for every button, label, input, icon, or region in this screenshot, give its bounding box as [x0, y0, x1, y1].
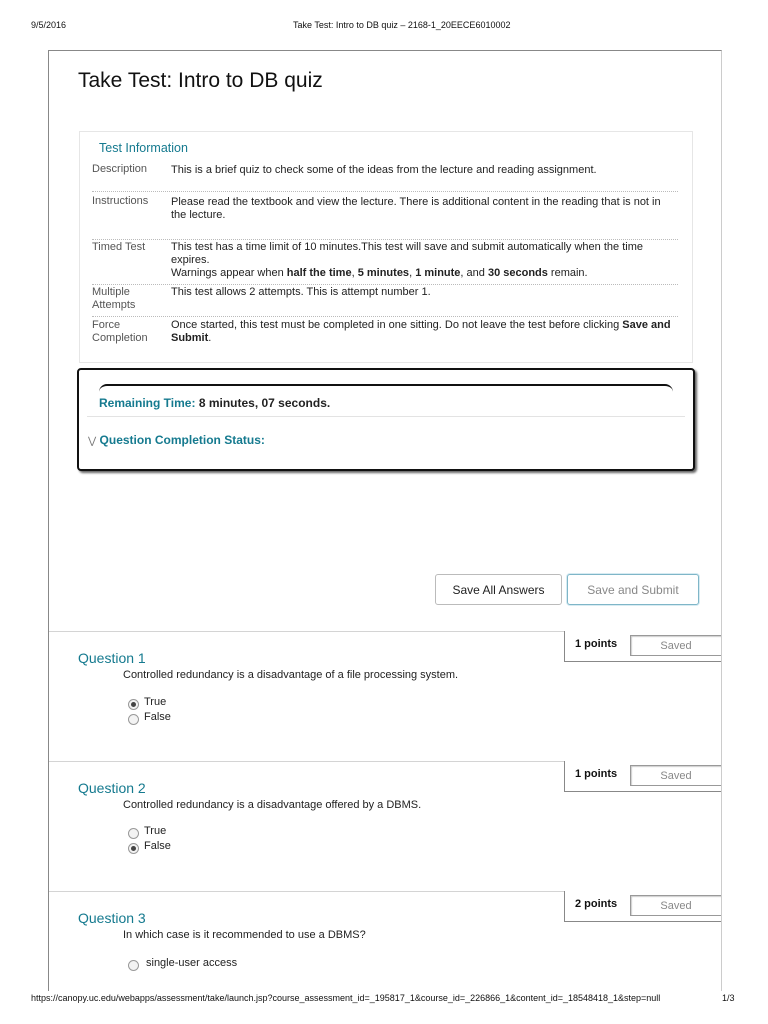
radio-button[interactable] — [128, 843, 139, 854]
question-text: In which case is it recommended to use a DBMS? — [123, 929, 366, 941]
info-row-force-completion — [92, 318, 678, 348]
page-title: Take Test: Intro to DB quiz — [78, 69, 323, 92]
warnings-text: Warnings appear when half the time, 5 minutes, 1 minute, and 30 seconds remain. — [171, 267, 588, 279]
saved-status-badge: Saved — [630, 635, 722, 656]
saved-status-badge: Saved — [630, 895, 722, 916]
question-points-box — [564, 761, 722, 792]
question-title: Question 1 — [78, 650, 146, 666]
info-value: This is a brief quiz to check some of the ideas from the lecture and reading assignment. — [171, 164, 597, 176]
timer-panel — [77, 368, 695, 471]
timer-divider — [87, 416, 685, 417]
timed-test-text: This test has a time limit of 10 minutes.This test will save and submit automatically when the time expires. — [171, 241, 643, 266]
info-label: Description — [92, 163, 148, 175]
info-label: Force Completion — [92, 319, 148, 344]
answer-option-false[interactable] — [128, 711, 328, 726]
radio-button[interactable] — [128, 828, 139, 839]
test-page — [48, 50, 722, 991]
question-points: 1 points — [575, 638, 618, 650]
radio-button[interactable] — [128, 699, 139, 710]
question-completion-status-toggle[interactable] — [88, 433, 265, 447]
save-and-submit-button[interactable]: Save and Submit — [567, 574, 699, 605]
info-value: This test allows 2 attempts. This is attempt number 1. — [171, 286, 431, 298]
info-label: Instructions — [92, 195, 149, 207]
radio-button[interactable] — [128, 960, 139, 971]
print-page-number: 1/3 — [722, 993, 735, 1003]
question-points: 2 points — [575, 898, 618, 910]
info-row-description — [92, 162, 678, 192]
print-url: https://canopy.uc.edu/webapps/assessment/take/launch.jsp?course_assessment_id=_195817_1&course_id=_226866_1&content_id=_18548418_1&step=null — [31, 993, 661, 1003]
answer-option-label: True — [144, 696, 167, 708]
question-points-box — [564, 891, 722, 922]
question-completion-status-label: Question Completion Status: — [99, 433, 265, 447]
info-row-instructions — [92, 194, 678, 240]
answer-option-false[interactable] — [128, 840, 328, 855]
answer-option-single-user-access[interactable] — [128, 957, 348, 972]
answer-option-true[interactable] — [128, 696, 328, 711]
question-title: Question 2 — [78, 780, 146, 796]
info-label: Timed Test — [92, 241, 146, 253]
remaining-time-label: Remaining Time: — [99, 396, 196, 410]
answer-option-label: True — [144, 825, 167, 837]
question-text: Controlled redundancy is a disadvantage offered by a DBMS. — [123, 799, 422, 811]
answer-option-label: False — [144, 840, 171, 852]
radio-button[interactable] — [128, 714, 139, 725]
answer-option-label: single-user access — [146, 957, 238, 969]
question-points: 1 points — [575, 768, 618, 780]
question-points-box — [564, 631, 722, 662]
timer-bar — [99, 384, 673, 392]
info-row-multiple-attempts — [92, 285, 678, 317]
remaining-time-value: 8 minutes, 07 seconds. — [198, 396, 331, 410]
remaining-time — [99, 396, 330, 410]
info-value — [171, 241, 671, 280]
question-text: Controlled redundancy is a disadvantage of a file processing system. — [123, 669, 459, 681]
info-value: Please read the textbook and view the lecture. There is additional content in the reading that is not in the lecture. — [171, 196, 661, 221]
print-date: 9/5/2016 — [31, 20, 67, 30]
answer-option-true[interactable] — [128, 825, 328, 840]
saved-status-badge: Saved — [630, 765, 722, 786]
answer-option-label: False — [144, 711, 171, 723]
double-chevron-down-icon: ⋁ — [88, 436, 97, 447]
info-label: Multiple Attempts — [92, 286, 136, 311]
test-information-heading: Test Information — [99, 141, 188, 155]
info-value: Once started, this test must be completed in one sitting. Do not leave the test before clicking Save and Submit. — [171, 319, 671, 344]
info-row-timed-test — [92, 240, 678, 285]
test-information-panel — [79, 131, 693, 363]
save-all-answers-button[interactable]: Save All Answers — [435, 574, 562, 605]
print-title: Take Test: Intro to DB quiz – 2168-1_20EECE6010002 — [293, 20, 511, 30]
question-title: Question 3 — [78, 910, 146, 926]
